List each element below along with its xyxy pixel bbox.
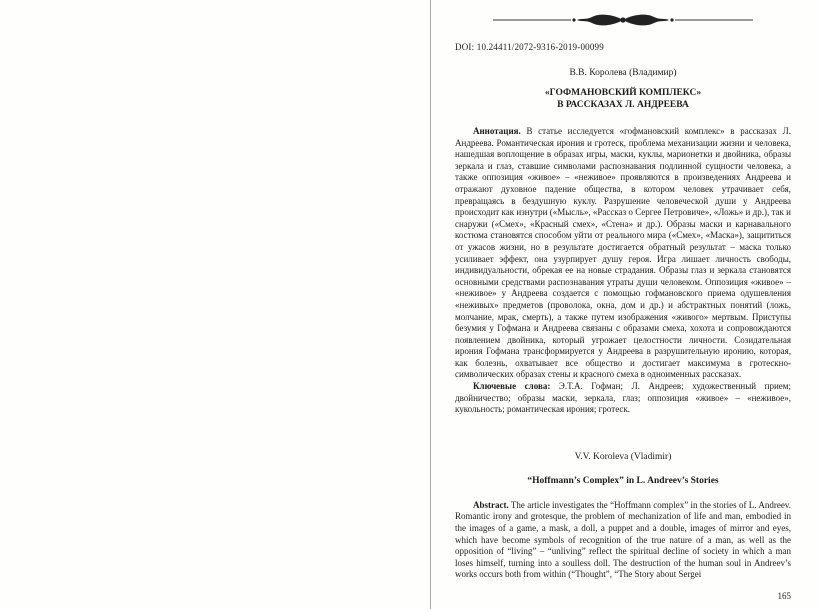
article-title-russian-line1: «ГОФМАНОВСКИЙ КОМПЛЕКС» — [544, 88, 702, 98]
keywords-russian-text: Э.Т.А. Гофман; Л. Андреев; художественный прием; двойничество; образы маски, зеркала, глаз; оппозиция «живое» – «неживое», кукольность; романтическая ирония; гротеск. — [455, 381, 792, 415]
author-russian: В.В. Королева (Владимир) — [569, 68, 677, 78]
article-title-russian-line2: В РАССКАЗАХ Л. АНДРЕЕВА — [557, 100, 689, 110]
article-page — [455, 12, 791, 581]
abstract-russian — [455, 126, 791, 381]
article-title-russian — [455, 87, 791, 111]
page-divider-line — [430, 0, 431, 609]
abstract-russian-label: Аннотация. — [473, 126, 521, 136]
article-title-english: “Hoffmann’s Complex” in L. Andreev’s Stories — [527, 475, 719, 486]
doi-line: DOI: 10.24411/2072-9316-2019-00099 — [455, 42, 604, 52]
abstract-english-label: Abstract. — [473, 499, 509, 510]
keywords-russian-label: Ключевые слова: — [473, 381, 551, 392]
author-english: V.V. Koroleva (Vladimir) — [574, 451, 672, 462]
abstract-english-text: The article investigates the “Hoffmann complex” in the stories of L. Andreev. Romantic irony and grotesque, the problem of mechanization of life and man, embodied in the images of a game, a mask, a doll, a puppet and a double, images of mirror and eyes, which have become symbols of recognition of the true nature of a man, as well as the opposition of “living” – “unliving” reflect the spiritual decline of society in which a man loses himself, turning into a soulless doll. The destruction of the human soul in Andreev’s works occurs both from within (“Thought”, “The Story about Sergei — [455, 499, 791, 580]
abstract-russian-text: В статье исследуется «гофмановский комплекс» в рассказах Л. Андреева. Романтическая ирония и гротеск, проблема механизации жизни и человека, нашедшая воплощение в образах игры, маски, куклы, марионетки и двойника, образы зеркала и глаз, ставшие символами распознавания подлинной сущности человека, а также оппозиция «живое» – «неживое» проявляются в произведениях Андреева и отражают духовное падение общества, в котором человек утрачивает себя, превращаясь в бездушную куклу. Разрушение человеческой души у Андреева происходит как изнутри («Мысль», «Рассказ о Сергее Петровиче», «Ложь» и др.), так и снаружи («Смех», «Красный смех», «Стена» и др.). Образы маски и карнавального костюма становятся способом уйти от реального мира («Смех», «Маска»), защититься от ужасов жизни, но в результате достигается обратный результат – маска только усиливает эффект, она узурпирует душу героя. Игра лишает личность свободы, индивидуальности, обрекая ее на новые страдания. Образы глаз и зеркала становятся основными средствами распознавания утраты души человеком. Оппозиция «живое» – «неживое» у Андреева создается с помощью гофмановского приема одушевления «неживых» предметов (проволока, окна, дом и др.) и абстрактных понятий (ложь, молчание, мрак, смерть), а также путем изображения «живого» мертвым. Приступы безумия у Гофмана и Андреева связаны с образами смеха, хохота и сопровождаются появлением двойника, который угрожает целостности личности. Созидательная ирония Гофмана трансформируется у Андреева в разрушительную иронию, которая, как болезнь, охватывает все общество и достигает максимума в гротескно-символических образах стены и красного смеха в одноименных рассказах. — [455, 126, 791, 380]
abstract-english — [455, 500, 791, 581]
keywords-russian — [455, 381, 791, 416]
page-number: 165 — [777, 591, 791, 601]
fleuron-ornament-icon — [493, 12, 753, 28]
header-ornament — [455, 12, 791, 30]
